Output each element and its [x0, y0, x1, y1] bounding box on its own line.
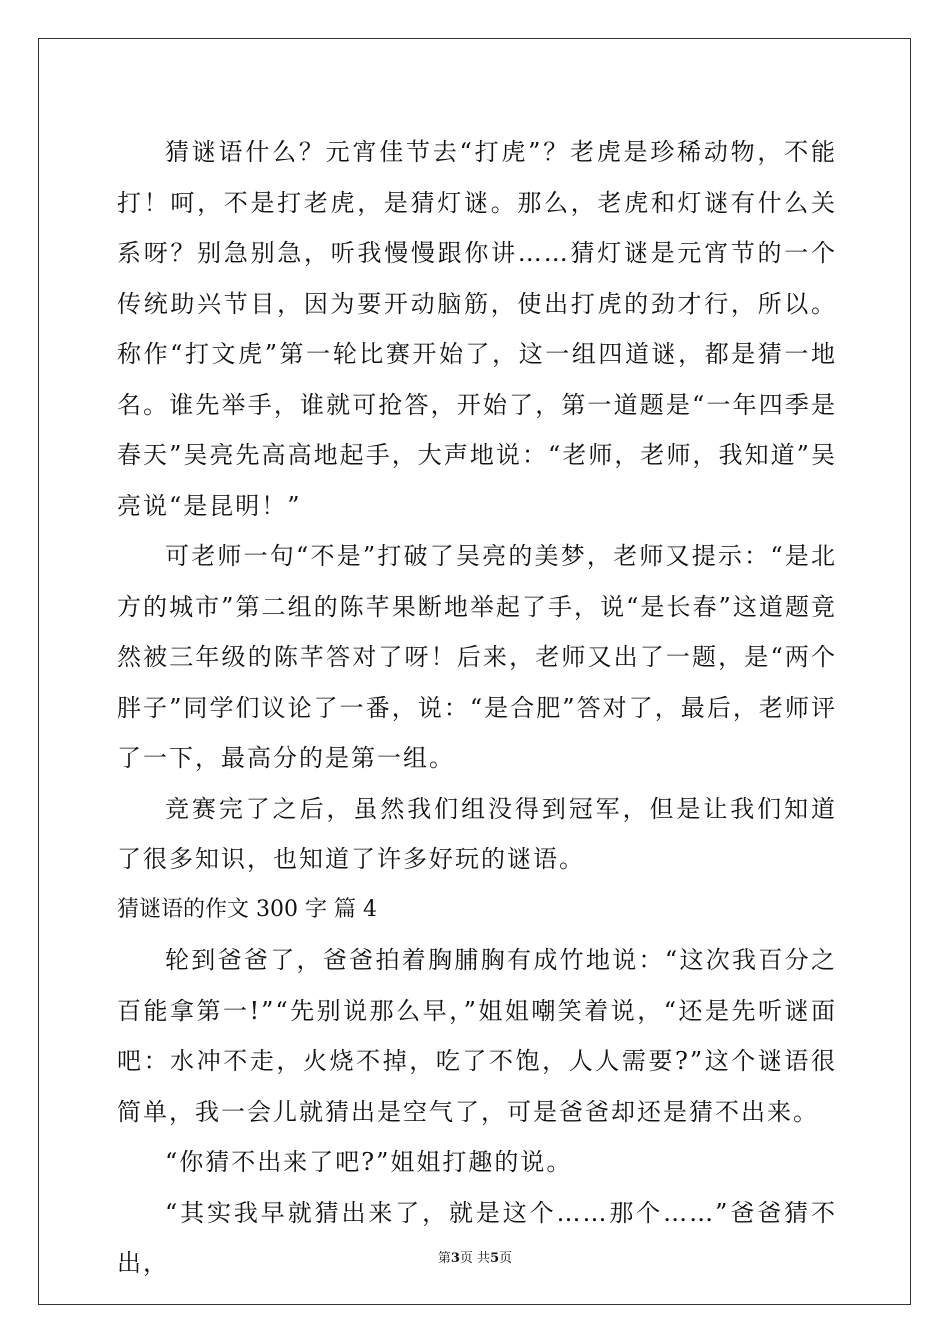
paragraph-1: 猜谜语什么？元宵佳节去“打虎”？老虎是珍稀动物，不能打！呵，不是打老虎，是猜灯谜。那么，老虎和灯谜有什么关系呀？别急别急，听我慢慢跟你讲……猜灯谜是元宵节的一个传统助兴节目，因为要开动脑筋，使出打虎的劲才行，所以。称作“打文虎”第一轮比赛开始了，这一组四道谜，都是猜一地名。谁先举手，谁就可抢答，开始了，第一道题是“一年四季是春天”吴亮先高高地起手，大声地说：“老师，老师，我知道”吴亮说“是昆明！” [117, 138, 837, 520]
footer-middle: 页 共 [459, 1251, 491, 1266]
paragraph-3: 竞赛完了之后，虽然我们组没得到冠军，但是让我们知道了很多知识，也知道了许多好玩的谜语。 [117, 794, 837, 873]
paragraph-5: “你猜不出来了吧?”姐姐打趣的说。 [165, 1148, 573, 1176]
footer-suffix: 页 [499, 1251, 513, 1266]
current-page-number: 3 [450, 1251, 460, 1266]
paragraph-4: 轮到爸爸了，爸爸拍着胸脯胸有成竹地说：“这次我百分之百能拿第一!”“先别说那么早，”姐姐嘲笑着说，“还是先听谜面吧：水冲不走，火烧不掉，吃了不饱，人人需要?”这个谜语很简单，我一会儿就猜出是空气了，可是爸爸却还是猜不出来。 [117, 946, 837, 1126]
footer-prefix: 第 [437, 1251, 451, 1266]
document-body [117, 127, 837, 1289]
page-footer [0, 1247, 950, 1266]
section-heading: 猜谜语的作文 300 字 篇 4 [117, 896, 377, 922]
total-pages-number: 5 [490, 1251, 500, 1266]
paragraph-6: “其实我早就猜出来了，就是这个……那个……”爸爸猜不出， [117, 1198, 837, 1277]
paragraph-2: 可老师一句“不是”打破了吴亮的美梦，老师又提示：“是北方的城市”第二组的陈芊果断地举起了手，说“是长春”这道题竟然被三年级的陈芊答对了呀！后来，老师又出了一题，是“两个胖子”同学们议论了一番，说：“是合肥”答对了，最后，老师评了一下，最高分的是第一组。 [117, 542, 837, 772]
